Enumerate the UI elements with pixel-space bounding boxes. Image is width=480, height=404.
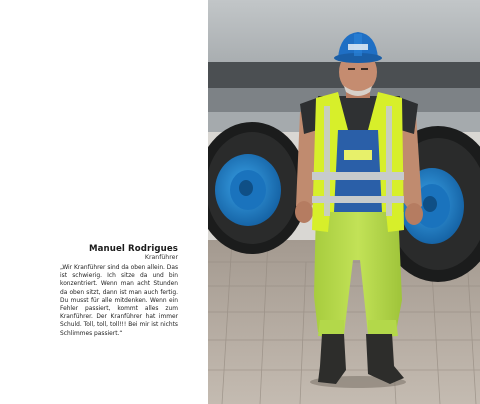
left-tyre [208,122,308,254]
caption-block [60,244,178,338]
person-quote: „Wir Kranführer sind da oben allein. Das ist schwierig. Ich sitze da und bin konzentriert. Wenn man acht Stunden da oben sitzt, dann ist man auch fertig. Du musst für alle mitdenken. Wenn ein Fehler passiert, kommt alles zum Kranführer. Der Kranführer hat immer Schuld. Toll, toll, toll!!! Bei mir ist nichts Schlimmes passiert.“ [60,265,179,337]
person-name: Manuel Rodrigues [88,244,178,254]
portrait-photo [208,0,480,404]
person-role: Kranführer [144,254,178,261]
